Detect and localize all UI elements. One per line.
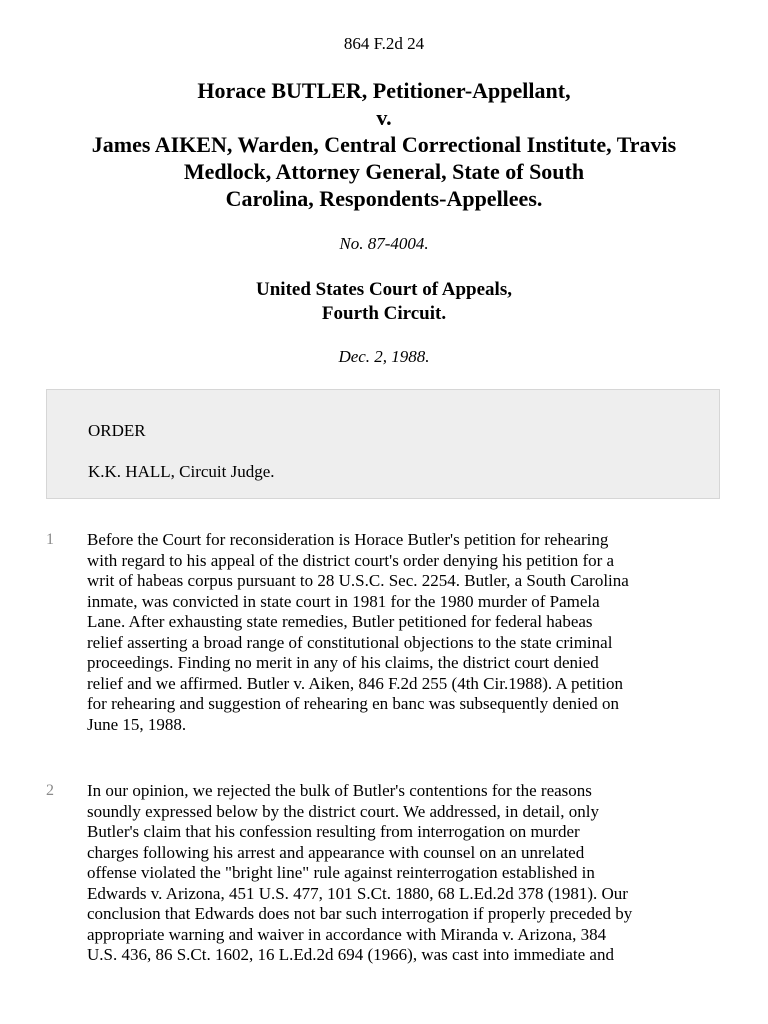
paragraph-line: Lane. After exhausting state remedies, Butler petitioned for federal habeas	[87, 612, 593, 631]
paragraph-line: In our opinion, we rejected the bulk of Butler's contentions for the reasons	[87, 781, 592, 800]
paragraph-number: 2	[46, 782, 54, 799]
court-name	[0, 278, 768, 326]
paragraph-line: Before the Court for reconsideration is Horace Butler's petition for rehearing	[87, 530, 609, 549]
case-title-line: Medlock, Attorney General, State of South	[183, 159, 585, 184]
paragraph-line: U.S. 436, 86 S.Ct. 1602, 16 L.Ed.2d 694 (1966), was cast into immediate and	[87, 945, 614, 964]
paragraph-number: 1	[46, 531, 54, 548]
court-name-line: United States Court of Appeals,	[256, 279, 512, 300]
paragraph-line: writ of habeas corpus pursuant to 28 U.S.C. Sec. 2254. Butler, a South Carolina	[87, 571, 629, 590]
case-title	[0, 77, 768, 212]
paragraph-line: conclusion that Edwards does not bar such interrogation if properly preceded by	[87, 904, 633, 923]
case-title-line: Horace BUTLER, Petitioner-Appellant,	[197, 78, 571, 103]
paragraph-line: relief and we affirmed. Butler v. Aiken, 846 F.2d 255 (4th Cir.1988). A petition	[87, 673, 623, 693]
paragraph-line: charges following his arrest and appearance with counsel on an unrelated	[87, 842, 585, 862]
case-title-line: Carolina, Respondents-Appellees.	[225, 186, 543, 211]
paragraph-line: with regard to his appeal of the district court's order denying his petition for a	[87, 550, 615, 570]
paragraph-line: appropriate warning and waiver in accordance with Miranda v. Arizona, 384	[87, 924, 607, 944]
decision-date: Dec. 2, 1988.	[338, 347, 430, 366]
case-citation: 864 F.2d 24	[343, 34, 425, 53]
paragraph-line: relief asserting a broad range of constitutional objections to the state criminal	[87, 632, 613, 652]
paragraph-line: Butler's claim that his confession resulting from interrogation on murder	[87, 822, 580, 841]
paragraph-line: Edwards v. Arizona, 451 U.S. 477, 101 S.Ct. 1880, 68 L.Ed.2d 378 (1981). Our	[87, 883, 628, 903]
paragraph-line: soundly expressed below by the district court. We addressed, in detail, only	[87, 801, 599, 821]
paragraph-text	[87, 781, 727, 966]
case-title-line: v.	[376, 105, 392, 130]
paragraph-text	[87, 530, 727, 735]
paragraph-line: inmate, was convicted in state court in 1981 for the 1980 murder of Pamela	[87, 591, 600, 611]
paragraph-line: June 15, 1988.	[87, 714, 187, 734]
order-label: ORDER	[88, 421, 146, 440]
order-box	[46, 389, 720, 499]
docket-number: No. 87-4004.	[339, 234, 429, 253]
paragraph-line: proceedings. Finding no merit in any of his claims, the district court denied	[87, 653, 599, 672]
order-judge: K.K. HALL, Circuit Judge.	[88, 462, 275, 481]
paragraph-line: for rehearing and suggestion of rehearing en banc was subsequently denied on	[87, 694, 620, 713]
paragraph-line: offense violated the "bright line" rule against reinterrogation established in	[87, 863, 595, 882]
court-name-line: Fourth Circuit.	[321, 303, 447, 324]
case-title-line: James AIKEN, Warden, Central Correctional Institute, Travis	[91, 132, 677, 157]
